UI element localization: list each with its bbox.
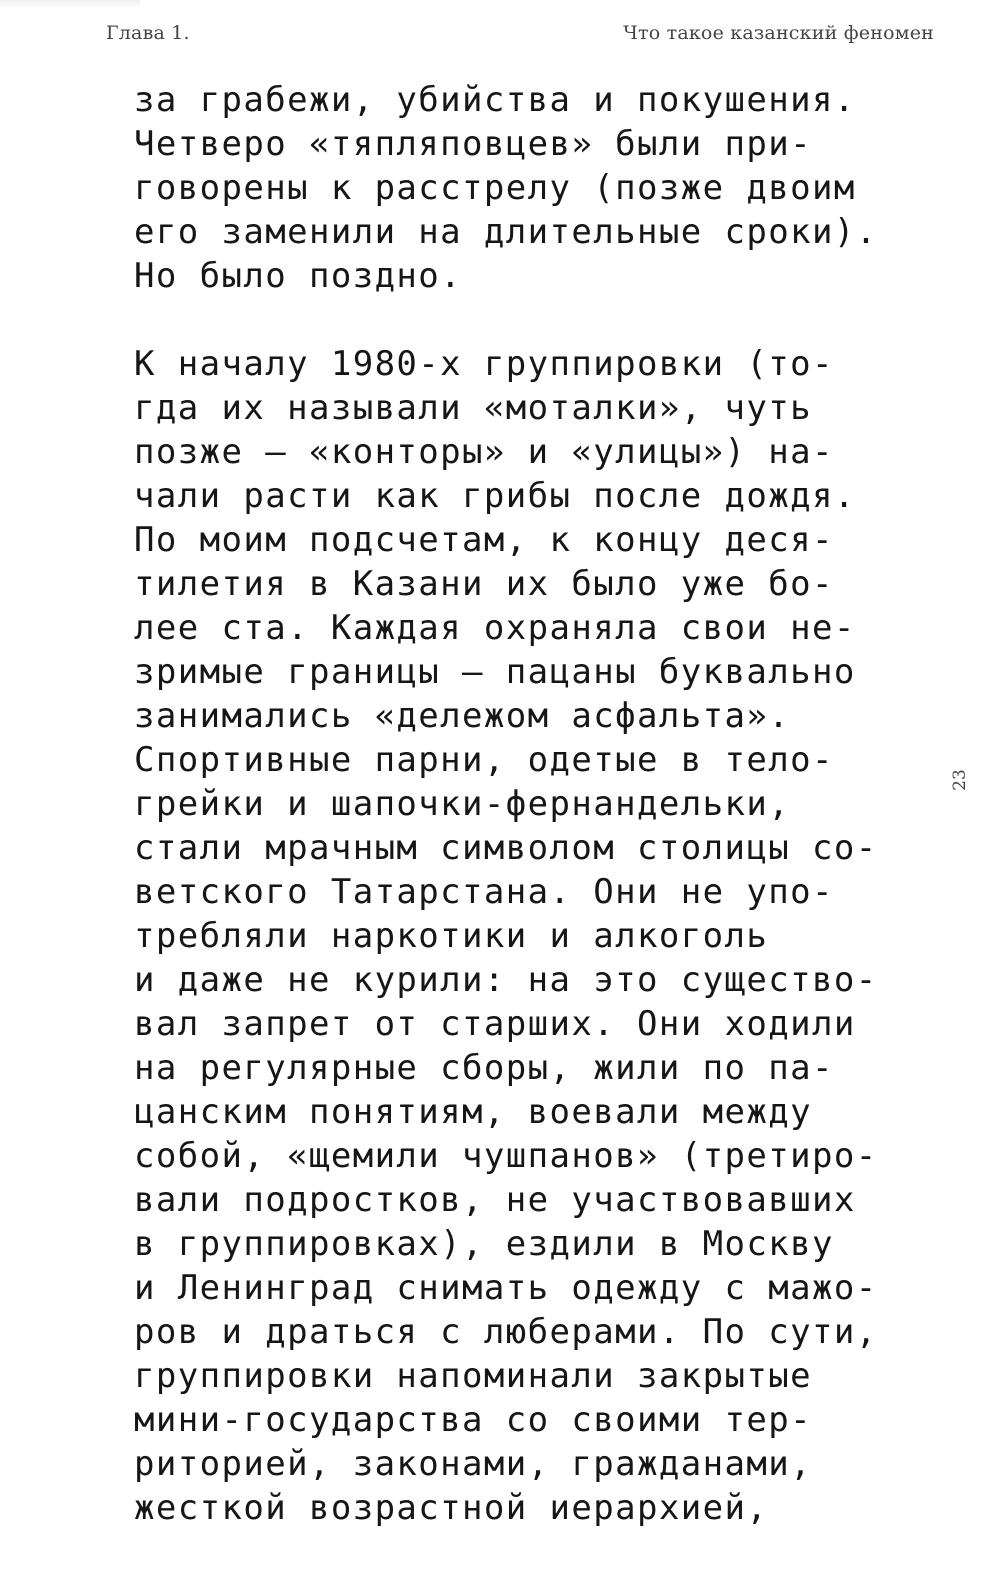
text-line: зримые границы — пацаны буквально [134, 652, 856, 692]
text-line: ров и драться с люберами. По сути, [134, 1312, 878, 1352]
text-line: и даже не курили: на это существо- [134, 960, 878, 1000]
text-line: требляли наркотики и алкоголь [134, 916, 769, 956]
text-line: говорены к расстрелу (позже двоим [134, 168, 856, 208]
text-line: стали мрачным символом столицы со- [134, 828, 878, 868]
paragraph-gap [134, 298, 934, 342]
running-head-section-title: Что такое казанский феномен [623, 22, 934, 44]
text-line: мини-государства со своими тер- [134, 1400, 812, 1440]
page-edge-shadow [0, 0, 140, 8]
text-line: К началу 1980-х группировки (то- [134, 344, 834, 384]
text-line: Спортивные парни, одетые в тело- [134, 740, 834, 780]
text-line: собой, «щемили чушпанов» (третиро- [134, 1136, 878, 1176]
paragraph-2 [134, 342, 934, 1530]
text-line: в группировках), ездили в Москву [134, 1224, 834, 1264]
text-line: По моим подсчетам, к концу деся- [134, 520, 834, 560]
text-line: группировки напоминали закрытые [134, 1356, 812, 1396]
text-line: гда их называли «моталки», чуть [134, 388, 812, 428]
paragraph-1 [134, 78, 934, 298]
text-line: жесткой возрастной иерархией, [134, 1488, 769, 1528]
text-line: тилетия в Казани их было уже бо- [134, 564, 834, 604]
text-line: вали подростков, не участвовавших [134, 1180, 856, 1220]
text-line: цанским понятиям, воевали между [134, 1092, 812, 1132]
text-line: его заменили на длительные сроки). [134, 212, 878, 252]
running-head-chapter: Глава 1. [106, 22, 190, 44]
page-number: 23 [950, 769, 970, 791]
text-line: позже — «конторы» и «улицы») на- [134, 432, 834, 472]
text-line: риторией, законами, гражданами, [134, 1444, 812, 1484]
text-line: грейки и шапочки-фернандельки, [134, 784, 791, 824]
text-line: за грабежи, убийства и покушения. [134, 80, 856, 120]
text-line: и Ленинград снимать одежду с мажо- [134, 1268, 878, 1308]
text-line: чали расти как грибы после дождя. [134, 476, 856, 516]
text-line: ветского Татарстана. Они не упо- [134, 872, 834, 912]
text-line: Четверо «тяпляповцев» были при- [134, 124, 812, 164]
body-text [134, 78, 934, 1530]
text-line: лее ста. Каждая охраняла свои не- [134, 608, 856, 648]
text-line: на регулярные сборы, жили по па- [134, 1048, 834, 1088]
text-line: Но было поздно. [134, 256, 463, 296]
text-line: занимались «дележом асфальта». [134, 696, 791, 736]
text-line: вал запрет от старших. Они ходили [134, 1004, 856, 1044]
